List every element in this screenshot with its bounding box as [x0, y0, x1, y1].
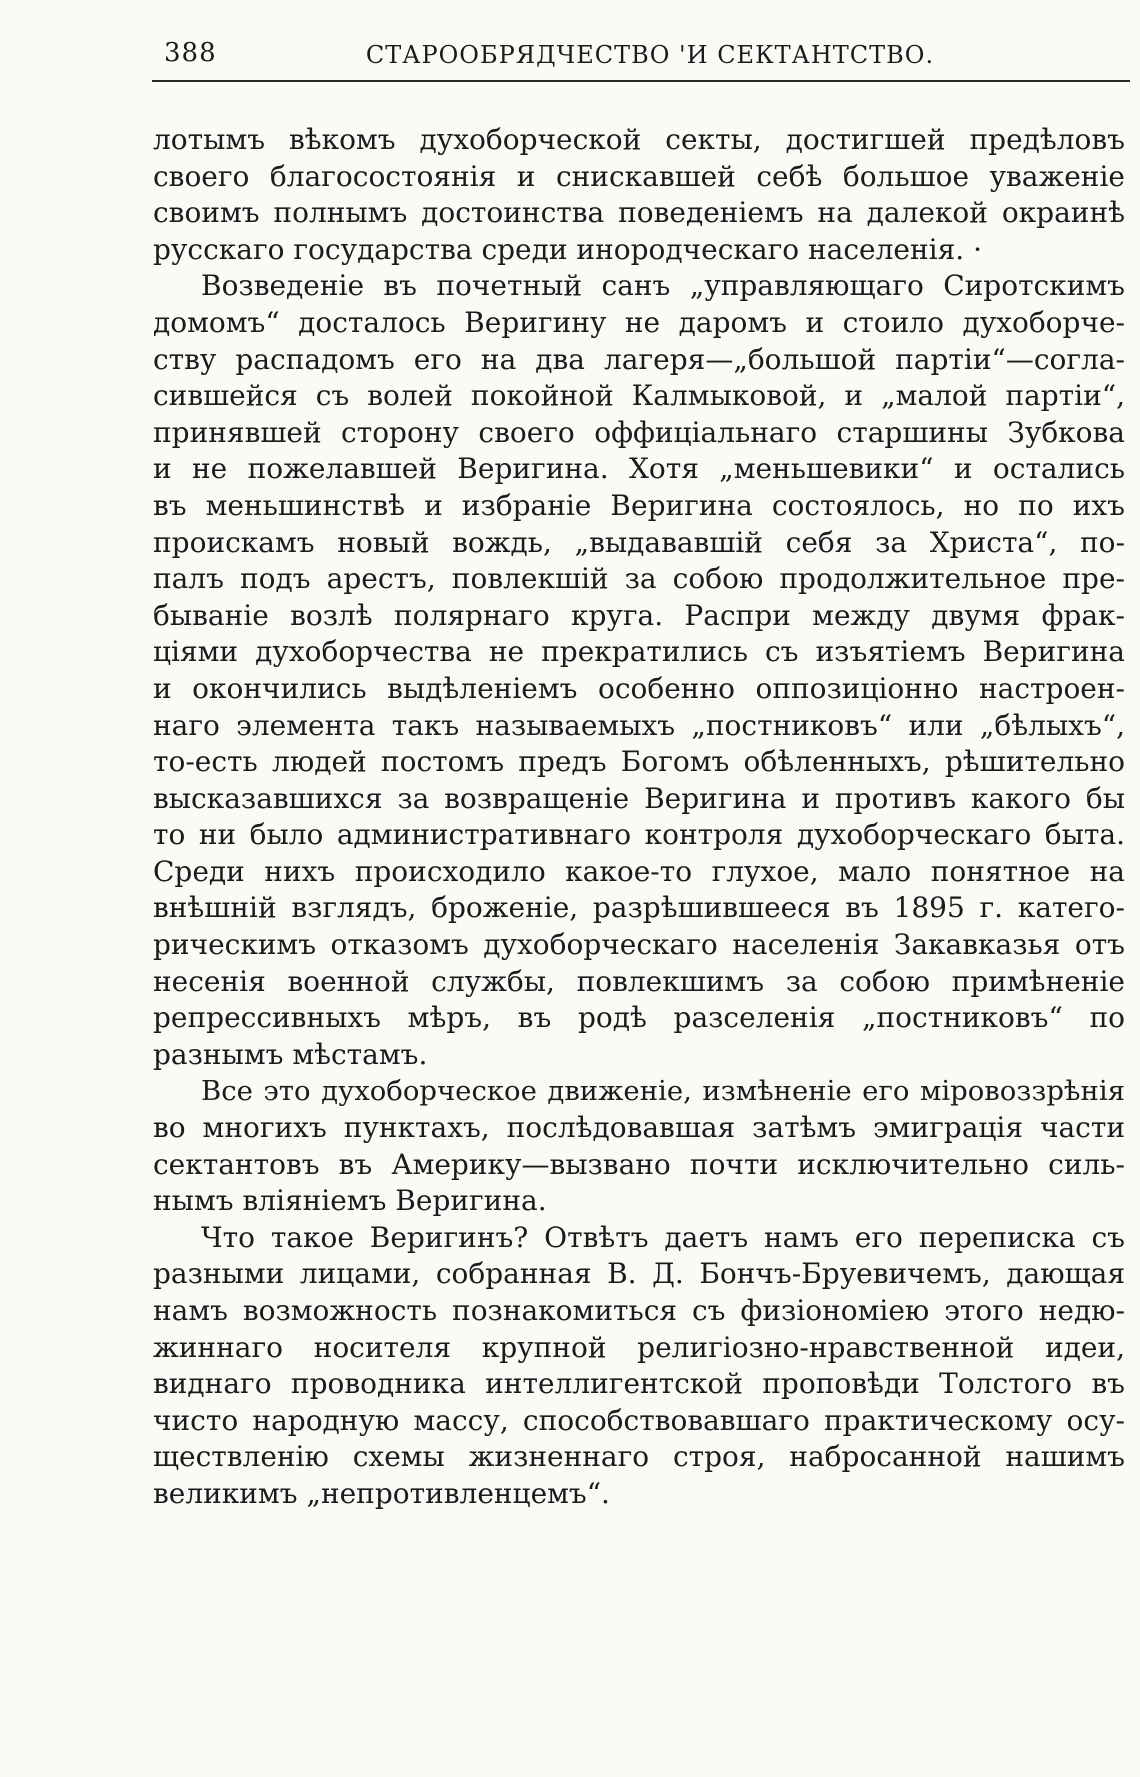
text-line: бываніе возлѣ полярнаго круга. Распри между двумя фрак- [153, 598, 1125, 632]
text-line: принявшей сторону своего оффиціальнаго старшины Зубкова [153, 415, 1125, 449]
text-line: ству распадомъ его на два лагеря—„большой партіи“—согла- [153, 342, 1125, 376]
running-title: СТАРООБРЯДЧЕСТВО 'И СЕКТАНТСТВО. [365, 41, 935, 69]
text-line: виднаго проводника интеллигентской проповѣди Толстого въ [153, 1367, 1125, 1401]
text-line: наго элемента такъ называемыхъ „постниковъ“ или „бѣлыхъ“, [153, 708, 1125, 742]
text-line: рическимъ отказомъ духоборческаго населенія Закавказья отъ [153, 928, 1125, 962]
text-line: Среди нихъ происходило какое-то глухое, мало понятное на [153, 854, 1125, 888]
text-line: во многихъ пунктахъ, послѣдовавшая затѣмъ эмиграція части [153, 1111, 1125, 1145]
text-line: Что такое Веригинъ? Отвѣтъ даетъ намъ его переписка съ [201, 1220, 1125, 1254]
text-line: высказавшихся за возвращеніе Веригина и противъ какого бы [153, 781, 1125, 815]
text-line: нымъ вліяніемъ Веригина. [153, 1184, 547, 1218]
text-line: Возведеніе въ почетный санъ „управляющаго Сиротскимъ [201, 269, 1125, 303]
text-line: то-есть людей постомъ предъ Богомъ обѣленныхъ, рѣшительно [153, 745, 1125, 779]
text-line: сектантовъ въ Америку—вызвано почти исключительно силь- [153, 1147, 1125, 1181]
page-header [150, 38, 1130, 74]
text-line: сившейся съ волей покойной Калмыковой, и „малой партіи“, [153, 379, 1125, 413]
text-line: лотымъ вѣкомъ духоборческой секты, достигшей предѣловъ [153, 123, 1125, 156]
text-line: и окончились выдѣленіемъ особенно оппозиціонно настроен- [153, 671, 1125, 705]
text-line: чисто народную массу, способствовавшаго практическому осу- [153, 1403, 1125, 1437]
text-line: репрессивныхъ мѣръ, въ родѣ разселенія „постниковъ“ по [153, 1001, 1125, 1035]
text-line: великимъ „непротивленцемъ“. [153, 1476, 610, 1510]
text-line: внѣшній взглядъ, броженіе, разрѣшившееся въ 1895 г. катего- [153, 891, 1125, 925]
text-line: разными лицами, собранная В. Д. Бончъ-Бруевичемъ, дающая [153, 1257, 1125, 1291]
text-line: намъ возможность познакомиться съ физіономіею этого недю- [153, 1294, 1125, 1327]
text-line: то ни было административнаго контроля духоборческаго быта. [153, 818, 1125, 852]
text-line: проискамъ новый вождь, „выдававшій себя за Христа“, по- [153, 525, 1125, 559]
paragraph-1 [153, 122, 1125, 268]
paragraph-3 [153, 1073, 1125, 1219]
header-rule [152, 80, 1130, 82]
page-number: 388 [164, 38, 217, 68]
text-line: ществленію схемы жизненнаго строя, набросанной нашимъ [153, 1440, 1125, 1474]
text-line: домомъ“ досталось Веригину не даромъ и стоило духоборче- [153, 305, 1125, 339]
text-line: Все это духоборческое движеніе, измѣненіе его міровоззрѣнія [201, 1075, 1125, 1108]
text-line: своимъ полнымъ достоинства поведеніемъ на далекой окраинѣ [153, 196, 1125, 230]
text-line: ціями духоборчества не прекратились съ изъятіемъ Веригина [153, 635, 1125, 669]
paragraph-2 [153, 268, 1125, 1073]
paragraph-4 [153, 1220, 1125, 1513]
text-line: въ меньшинствѣ и избраніе Веригина состоялось, но по ихъ [153, 488, 1125, 522]
text-line: жиннаго носителя крупной религіозно-нравственной идеи, [153, 1330, 1125, 1364]
text-line: русскаго государства среди инородческаго населенія. · [153, 232, 982, 266]
text-line: разнымъ мѣстамъ. [153, 1037, 428, 1071]
body-text [153, 122, 1125, 1513]
text-line: палъ подъ арестъ, повлекшій за собою продолжительное пре- [153, 562, 1125, 596]
text-line: своего благосостоянія и снискавшей себѣ большое уваженіе [153, 159, 1125, 193]
text-line: и не пожелавшей Веригина. Хотя „меньшевики“ и остались [153, 452, 1125, 486]
text-line: несенія военной службы, повлекшимъ за собою примѣненіе [153, 964, 1125, 998]
